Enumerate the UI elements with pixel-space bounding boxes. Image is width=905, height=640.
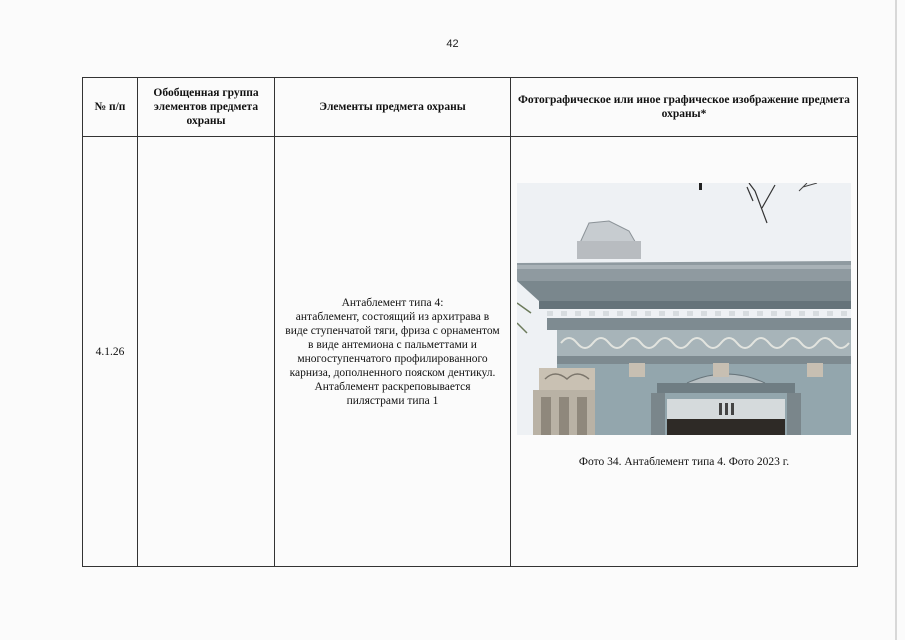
row-elements: Антаблемент типа 4: антаблемент, состоящий из архитрава в виде ступенчатой тяги, фриза с орнаментом в виде антемиона с пальметтами и многоступенчатого профилированного карниза, дополненного пояском дентикул. Антаблемент раскреповывается пилястрами типа 1 (275, 137, 511, 567)
row-number: 4.1.26 (83, 137, 138, 567)
header-elements: Элементы предмета охраны (275, 78, 511, 137)
photo-caption: Фото 34. Антаблемент типа 4. Фото 2023 г. (578, 456, 790, 468)
table-header-row (83, 78, 858, 137)
row-photo-cell (511, 137, 858, 567)
row-group (138, 137, 275, 567)
header-group: Обобщенная группа элементов предмета охраны (138, 78, 275, 137)
preservation-table (82, 77, 858, 567)
scan-edge-line (895, 0, 897, 640)
page-number: 42 (446, 38, 459, 50)
header-photo: Фотографическое или иное графическое изображение предмета охраны* (511, 78, 858, 137)
header-number: № п/п (83, 78, 138, 137)
entablature-photo (517, 183, 851, 435)
table-row (83, 137, 858, 567)
